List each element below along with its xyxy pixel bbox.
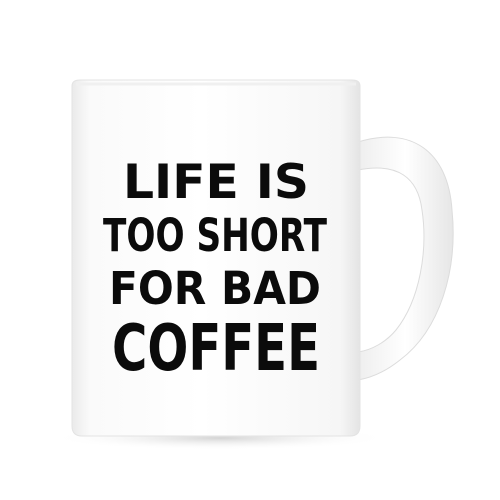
mug-handle [358,137,453,380]
mug-print [103,155,327,386]
print-line-1: LIFE IS [123,155,309,210]
print-line-3: FOR BAD [109,262,321,315]
print-line-2: TOO SHORT [103,209,328,262]
print-line-4: COFFEE [112,312,320,386]
